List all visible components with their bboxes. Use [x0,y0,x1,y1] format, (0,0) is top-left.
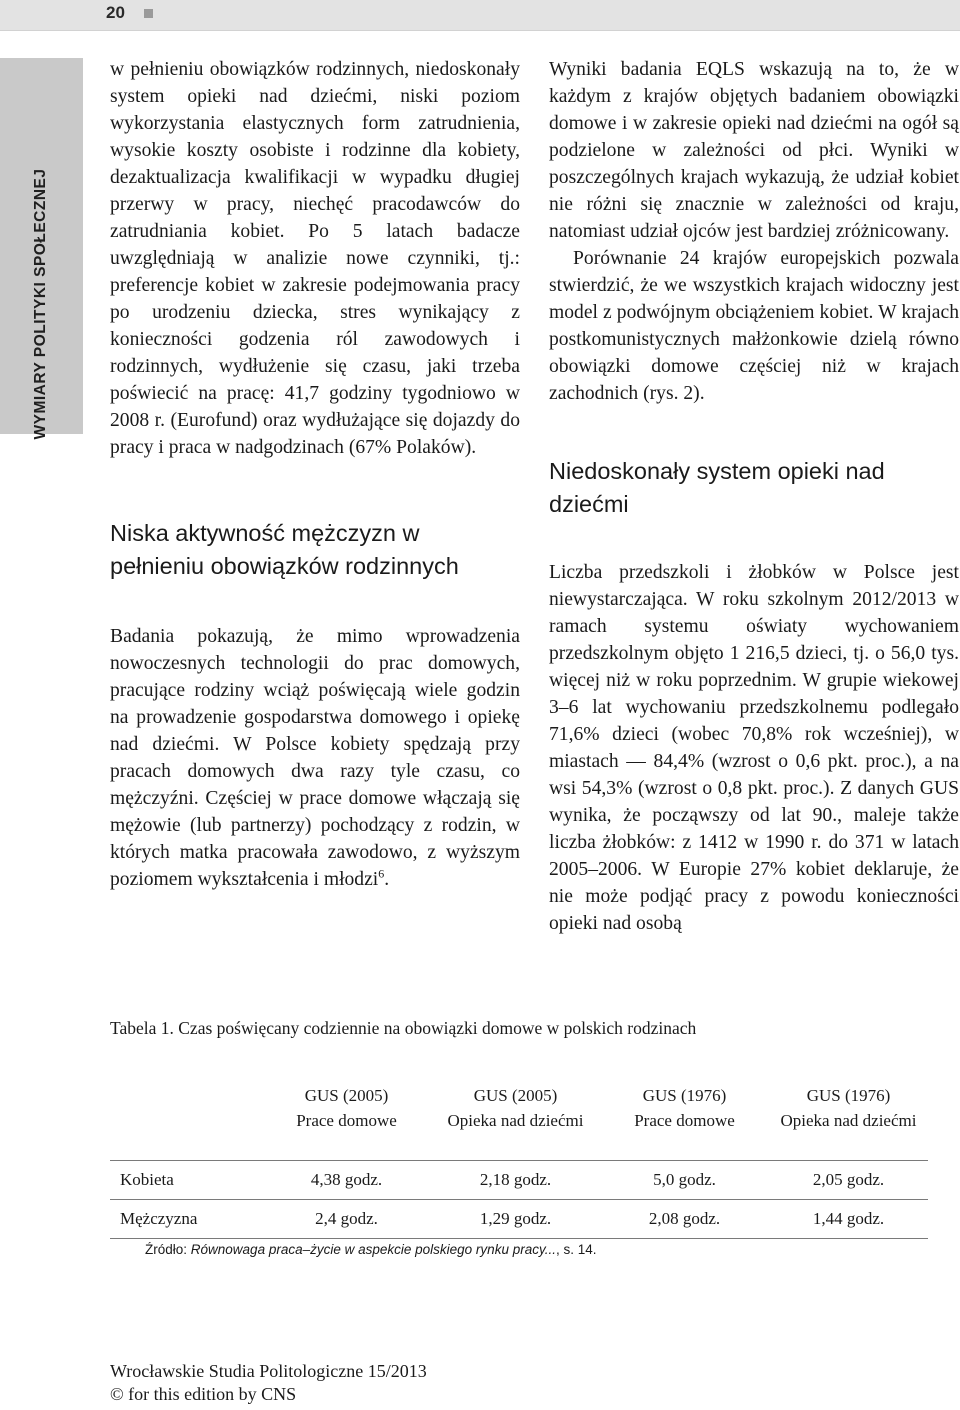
table-cell: 2,4 godz. [262,1200,431,1239]
left-paragraph-1: w pełnieniu obowiązków rodzinnych, niedoskonały system opieki nad dziećmi, niski poziom wykorzystania elastycznych form zatrudnienia, wysokie koszty osobiste i rodzinne dla kobiety, dezaktualizacja kwalifikacji w wypadku długiej przerwy w pracy, niechęć pracodawców do zatrudniania kobiet. Po 5 latach badacze uwzględniają w analizie nowe czynniki, tj.: preferencje kobiet w zakresie podejmowania pracy po urodzeniu dziecka, stres wynikający z konieczności godzenia ról zawodowych i rodzinnych, wydłużenie się czasu, jaki trzeba poświecić na pracę: 41,7 godziny tygodniowo w 2008 r. (Eurofund) oraz wydłużające się dojazdy do pracy i praca w nadgodzinach (67% Polaków). [110,59,520,458]
table-cell: 1,29 godz. [431,1200,600,1239]
right-paragraph-2: Porównanie 24 krajów europejskich pozwala stwierdzić, że we wszystkich krajach widoczny jest model z podwójnym obciążeniem kobiet. W krajach postkomunistycznych małżonkowie dzielą równo obowiązki domowe częściej niż w krajach zachodnich (rys. 2). [549,248,959,404]
table-cell: 2,05 godz. [769,1161,928,1200]
left-column [110,56,520,893]
table-cell: 5,0 godz. [600,1161,769,1200]
right-column [549,56,959,937]
table-row [110,1200,928,1239]
square-icon [144,9,153,18]
table-row [110,1161,928,1200]
page-header-bar [0,0,960,31]
section-side-label: WYMIARY POLITYKI SPOŁECZNEJ [32,168,49,440]
left-paragraph-2-end: . [384,869,390,890]
right-paragraph-1: Wyniki badania EQLS wskazują na to, że w każdym z krajów objętych badaniem obowiązki domowe i w zakresie opieki nad dziećmi na ogół są podzielone w zależności od płci. Wyniki w poszczególnych krajach wykazują, że udział kobiet nie różni się znacznie w zależności od kraju, natomiast udział ojców jest bardziej zróżnicowany. [549,59,959,242]
table-source-note: Źródło: Równowaga praca–życie w aspekcie polskiego rynku pracy..., s. 14. [145,1242,597,1257]
left-paragraph-2-text: Badania pokazują, że mimo wprowadzenia nowoczesnych technologii do prac domowych, pracujące rodziny wciąż poświęcają wiele godzin na prowadzenie gospodarstwa domowego i opiekę nad dziećmi. W Polsce kobiety spędzają przy pracach domowych dwa razy tyle czasu, co mężczyźni. Częściej w prace domowe włączają się mężowie (lub partnerzy) pochodzący z rodzin, w których matka pracowała zawodowo, z wyższym poziomem wykształcenia i młodzi [110,626,520,890]
table-cell: 2,08 godz. [600,1200,769,1239]
table-header-empty [110,1056,262,1161]
footnote-ref[interactable]: 6 [378,866,385,881]
page-number: 20 [106,3,125,22]
table-header-cell: GUS (2005) Prace domowe [296,1086,397,1130]
right-paragraph-3: Liczba przedszkoli i żłobków w Polsce jest niewystarczająca. W roku szkolnym 2012/2013 w ramach systemu oświaty wychowaniem przedszkolnym objęto 1 216,5 dzieci, tj. o 56,0 tys. więcej niż w roku poprzednim. W grupie wiekowej 3–6 lat wychowaniu przedszkolnemu podlegało 71,6% dzieci (wobec 70,8% rok wcześniej), w miastach — 84,4% (wzrost o 0,6 pkt. proc.), a na wsi 54,3% (wzrost o 0,8 pkt. proc.). Z danych GUS wynika, że począwszy od lat 90., maleje także liczba żłobków: z 1412 w 1990 r. do 371 w latach 2005–2006. W Europie 27% kobiet deklaruje, że nie może podjąć pracy z powodu konieczności opieki nad osobą [549,562,959,934]
section-heading-childcare: Niedoskonały system opieki nad dziećmi [549,458,885,517]
table-row-label: Mężczyzna [110,1200,262,1239]
table-header-cell: GUS (2005) Opieka nad dziećmi [447,1086,584,1130]
table-cell: 1,44 godz. [769,1200,928,1239]
source-title: Równowaga praca–życie w aspekcie polskiego rynku pracy... [190,1242,556,1257]
copyright-note: © for this edition by CNS [110,1384,297,1404]
section-heading-men-activity: Niska aktywność mężczyzn w pełnieniu obowiązków rodzinnych [110,520,459,579]
left-paragraph-2 [110,623,520,893]
table-cell: 4,38 godz. [262,1161,431,1200]
housework-time-table [110,1056,928,1239]
table-header-cell: GUS (1976) Prace domowe [634,1086,735,1130]
section-side-tab [0,58,83,440]
table-header-cell: GUS (1976) Opieka nad dziećmi [780,1086,917,1130]
page-footer [110,1360,427,1406]
table-caption: Tabela 1. Czas poświęcany codziennie na obowiązki domowe w polskich rodzinach [110,1018,697,1038]
table-cell: 2,18 godz. [431,1161,600,1200]
journal-name: Wrocławskie Studia Politologiczne 15/2013 [110,1361,427,1381]
table-header-row [110,1056,928,1161]
table-row-label: Kobieta [110,1161,262,1200]
